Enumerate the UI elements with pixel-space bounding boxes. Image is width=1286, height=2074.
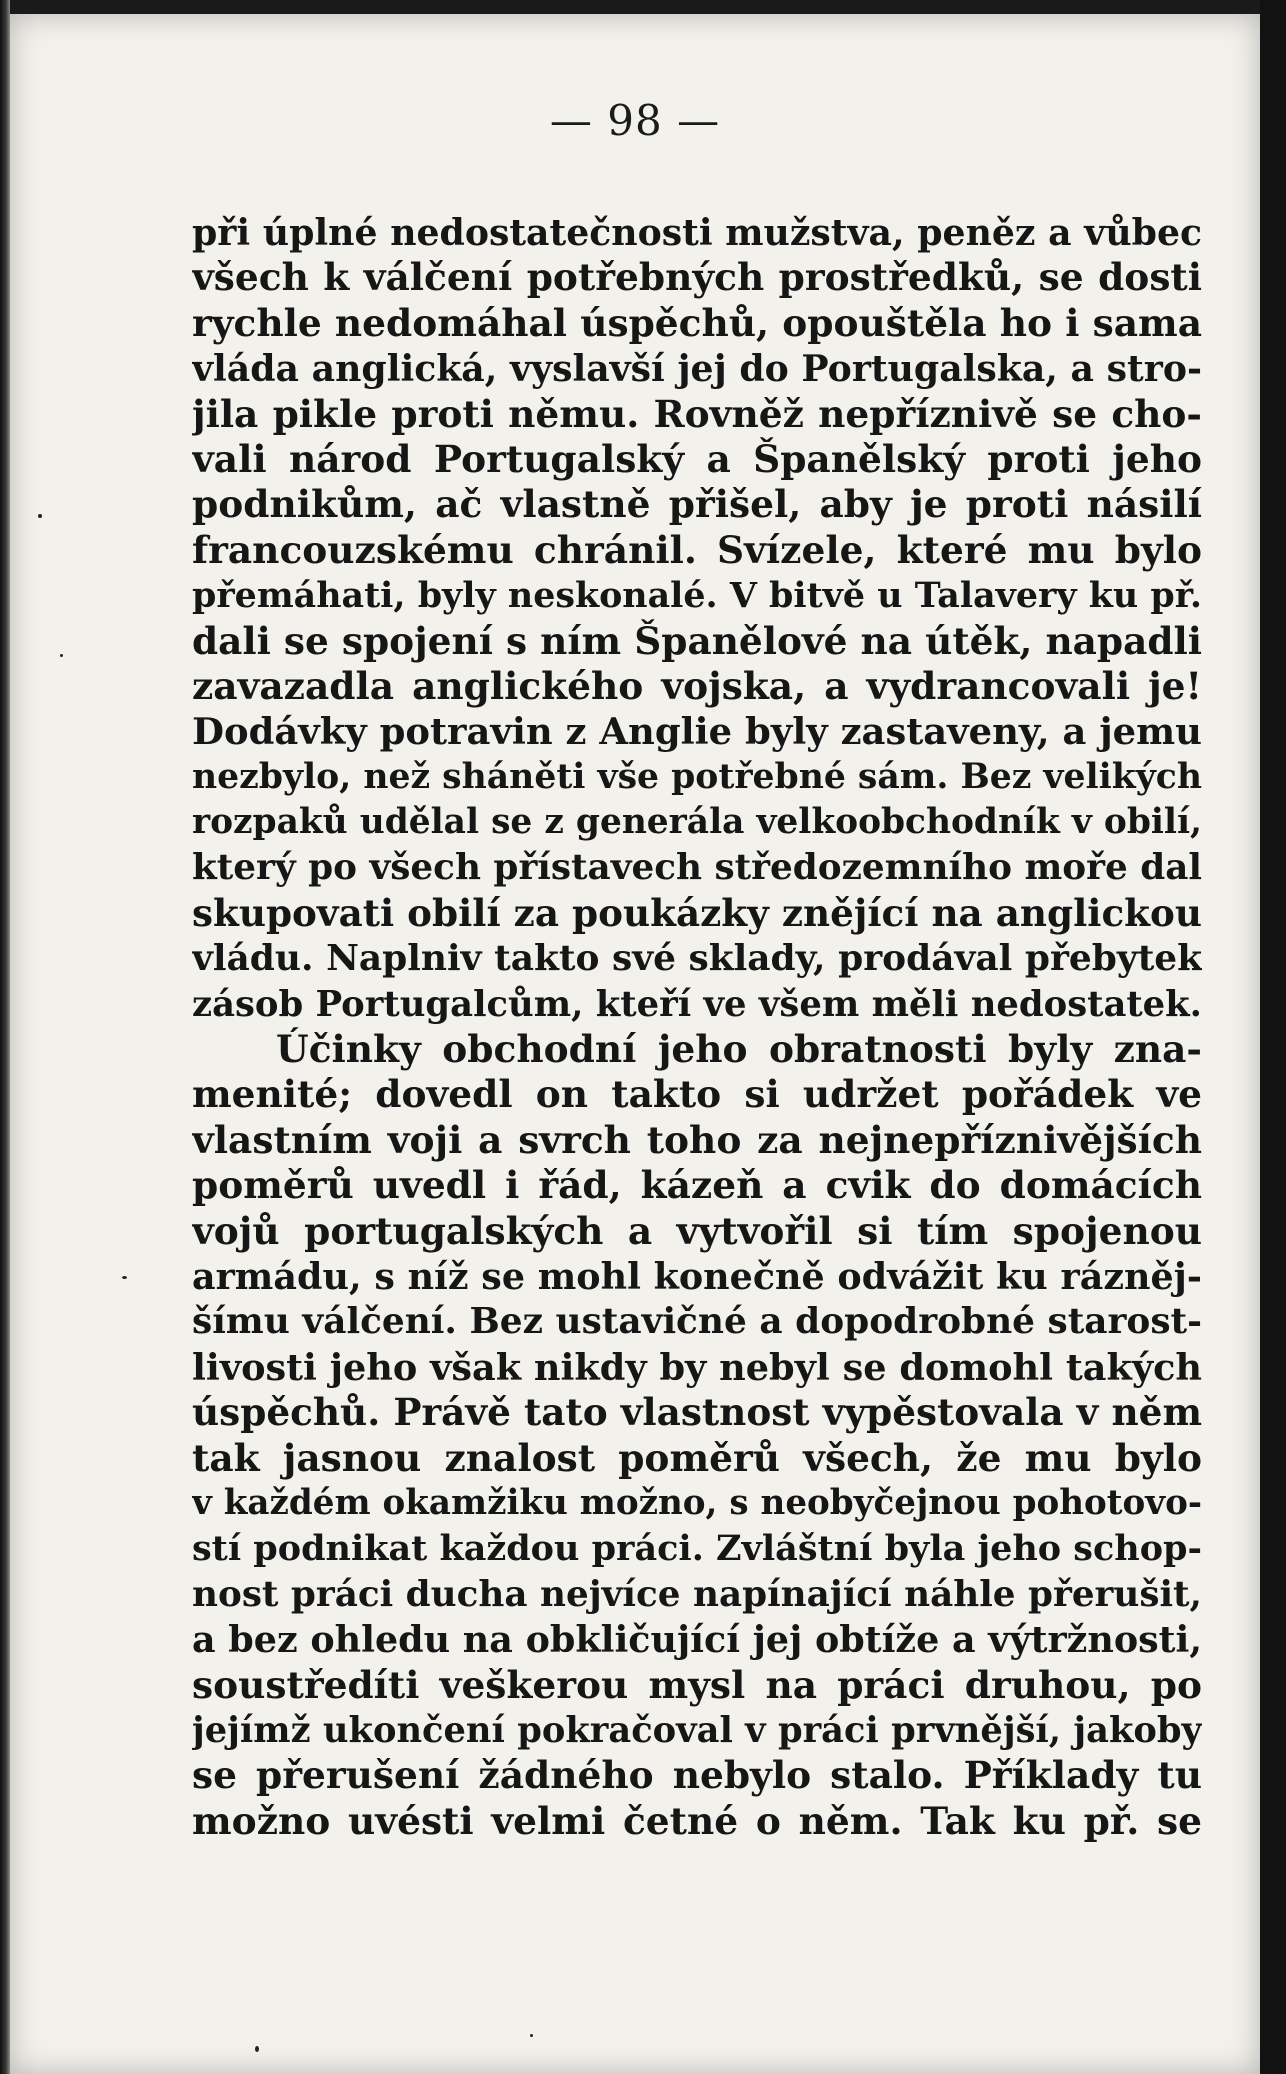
text-line: při úplné nedostatečnosti mužstva, peněz a vůbec [192,211,1202,254]
page-number: — 98 — [549,96,721,145]
text-line: Dodávky potravin z Anglie byly zastaveny, a jemu [192,709,1202,754]
text-line: dali se spojení s ním Španělové na útěk, napadli [192,618,1202,663]
paper-speck [255,2046,259,2052]
text-line: se přerušení žádného nebylo stalo. Příklady tu [192,1753,1202,1798]
text-line: přemáhati, byly neskonalé. V bitvě u Talavery ku př. [192,575,1202,617]
text-line: vládu. Naplniv takto své sklady, prodával přebytek [192,937,1202,980]
text-line: a bez ohledu na obkličující jej obtíže a výtržnosti, [192,1618,1202,1662]
book-spine-shadow [0,0,10,2074]
text-line: livosti jeho však nikdy by nebyl se domohl takých [192,1345,1202,1389]
page-edge-shadow [1260,0,1286,2074]
text-line: vlastním voji a svrch toho za nejnepříznivějších [192,1117,1202,1162]
text-line: tak jasnou znalost poměrů všech, že mu bylo [192,1435,1202,1480]
text-line: soustředíti veškerou mysl na práci druhou, po [192,1662,1202,1707]
text-line: podnikům, ač vlastně přišel, aby je proti násilí [192,482,1202,527]
text-line: skupovati obilí za poukázky znějící na anglickou [192,890,1202,935]
text-line: úspěchů. Právě tato vlastnost vypěstovala v něm [192,1390,1202,1435]
text-line: rozpaků udělal se z generála velkoobchodník v obilí, [192,802,1202,843]
text-line: nezbylo, než sháněti vše potřebné sám. Bez velikých [192,756,1202,797]
text-line: zavazadla anglického vojska, a vydrancovali je! [192,663,1202,708]
text-line: vali národ Portugalský a Španělský proti jeho [192,436,1202,481]
text-line: který po všech přístavech středozemního moře dal [192,846,1202,889]
paper-speck [122,1276,127,1279]
book-page [10,14,1260,2074]
text-line: zásob Portugalcům, kteří ve všem měli nedostatek. [192,983,1202,1025]
text-line: šímu válčení. Bez ustavičné a dopodrobné starost- [192,1300,1202,1343]
text-line: poměrů uvedl i řád, kázeň a cvik do domácích [192,1163,1202,1208]
text-line: stí podnikat každou práci. Zvláštní byla jeho schop- [192,1528,1202,1570]
text-line: armádu, s níž se mohl konečně odvážit ku rázněj- [192,1254,1202,1298]
paragraph-first-line: Účinky obchodní jeho obratnosti byly zna- [276,1027,1202,1072]
paper-speck [60,654,63,657]
paper-speck [38,514,42,518]
text-line: možno uvésti velmi četné o něm. Tak ku př. se [192,1798,1202,1843]
text-line: vláda anglická, vyslavší jej do Portugalska, a stro- [192,347,1202,391]
text-line: menité; dovedl on takto si udržet pořádek ve [192,1072,1202,1117]
text-line: rychle nedomáhal úspěchů, opouštěla ho i sama [192,300,1202,345]
text-line: francouzskému chránil. Svízele, které mu bylo [192,527,1202,572]
text-line: vojů portugalských a vytvořil si tím spojenou [192,1208,1202,1253]
text-line: jila pikle proti němu. Rovněž nepříznivě se cho- [192,391,1202,436]
paper-speck [530,2034,533,2037]
text-line: v každém okamžiku možno, s neobyčejnou pohotovo- [192,1482,1202,1523]
body-text [192,210,1202,1844]
text-line: nost práci ducha nejvíce napínající náhle přerušit, [192,1572,1202,1615]
text-line: jejímž ukončení pokračoval v práci prvnější, jakoby [192,1709,1202,1751]
text-line: všech k válčení potřebných prostředků, se dosti [192,255,1202,300]
